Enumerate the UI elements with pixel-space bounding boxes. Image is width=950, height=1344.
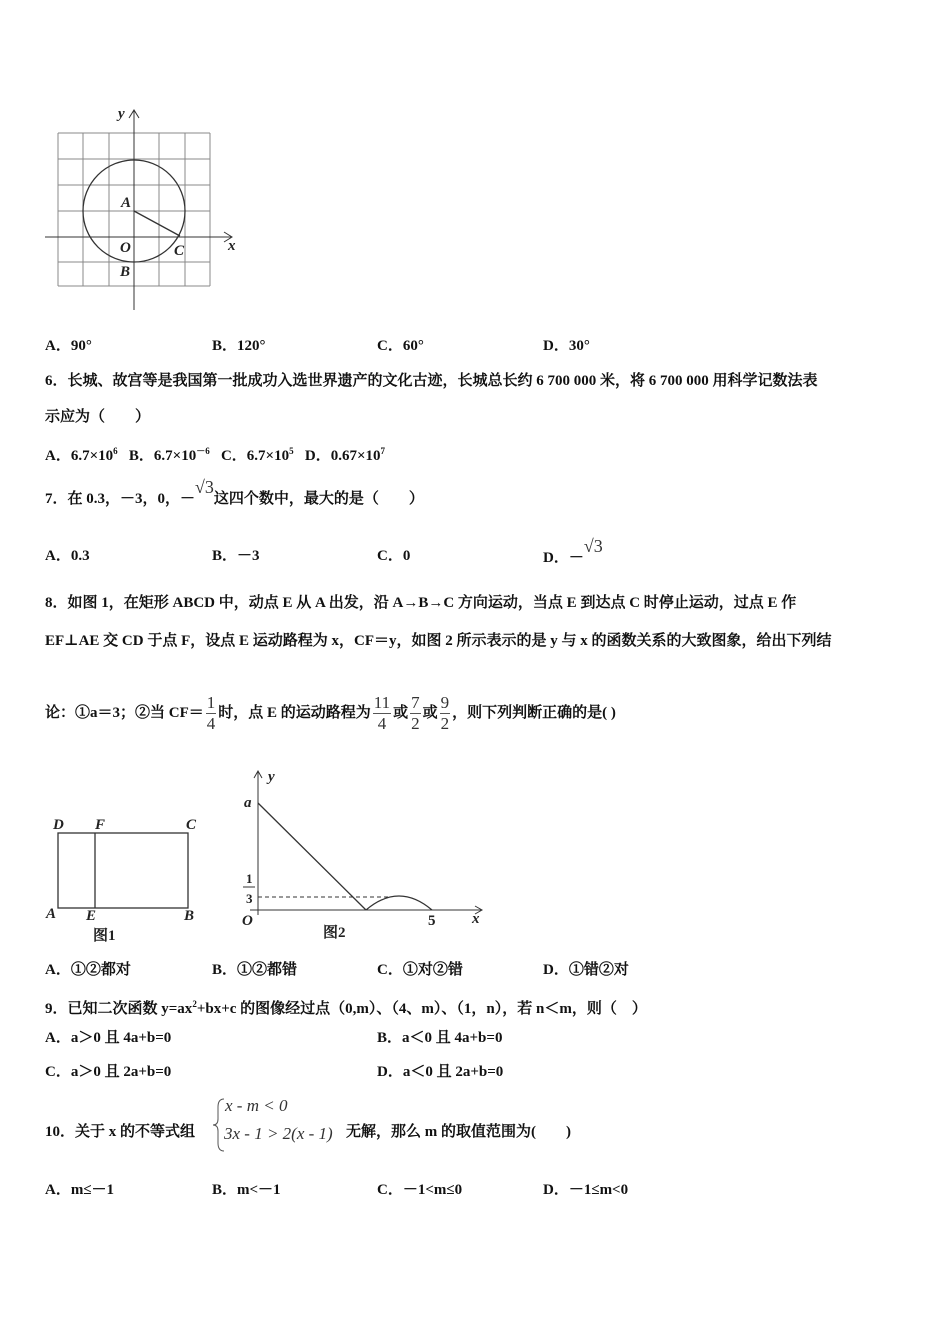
svg-text:B: B (184, 908, 195, 924)
fraction-11-4: $\frac{11}{4}$ (373, 693, 391, 734)
svg-text:5: 5 (428, 913, 436, 929)
fraction-7-2: $\frac{7}{2}$ (411, 693, 420, 734)
svg-text:O: O (120, 240, 131, 256)
svg-text:图2: 图2 (323, 925, 346, 941)
q6-option-d[interactable]: D．$0.67\times 10^7$ (304, 446, 385, 464)
figure-circle-grid (0, 0, 260, 320)
q5-option-b[interactable]: B．120° (212, 338, 266, 354)
fraction-1-4: $\frac{1}{4}$ (206, 693, 216, 734)
figure-2-graph (230, 765, 490, 945)
q8-stem-line2: EF⊥AE 交 CD 于点 F，设点 E 运动路程为 x，CF＝y，如图 2 所示表示的是 y 与 x 的函数关系的大致图象，给出下列结 (45, 633, 832, 649)
q6-options (45, 442, 385, 465)
q8-stem-line1: 8．如图 1，在矩形 ABCD 中，动点 E 从 A 出发，沿 A→B→C 方向运动，当点 E 到达点 C 时停止运动，过点 E 作 (45, 595, 797, 611)
q7-option-d[interactable]: D．－√3 (543, 536, 603, 566)
q9-option-b[interactable]: B．a＜0 且 4a+b=0 (377, 1030, 503, 1046)
svg-text:D: D (53, 817, 64, 833)
q6-option-c[interactable]: C．$6.7\times 10^5$ (220, 446, 294, 464)
q8-stem-line3: 论：①a＝3；②当 CF＝ $\frac{1}{4}$ 时，点 E 的运动路程为 $\frac{11}{4}$ 或 $\frac{7}{2}$ 或 $\frac{9}{2}$ ，则下列判断正确的是( ) (45, 693, 616, 734)
svg-text:图1: 图1 (93, 928, 116, 944)
q6-option-a[interactable]: A．$6.7\times 10^6$ (45, 446, 118, 464)
svg-text:y: y (118, 106, 125, 122)
figure-1-rectangle (40, 810, 220, 950)
q8-option-b[interactable]: B．①②都错 (212, 962, 298, 978)
q8-option-a[interactable]: A．①②都对 (45, 962, 131, 978)
radius-AC (134, 211, 180, 236)
q10-option-c[interactable]: C．－1<m≤0 (377, 1182, 463, 1198)
q5-option-d[interactable]: D．30° (543, 338, 590, 354)
q6-option-b[interactable]: B．$6.7\times 10^{-6}$ (128, 446, 210, 464)
svg-text:1: 1 (246, 871, 253, 886)
q10-option-d[interactable]: D．－1≤m<0 (543, 1182, 629, 1198)
inequality-2: 3x - 1 > 2(x - 1) (224, 1124, 333, 1143)
q6-stem-line2: 示应为（ ） (45, 409, 151, 425)
q8-option-c[interactable]: C．①对②错 (377, 962, 463, 978)
q7-stem: 7．在 0.3，－3，0，－√3这四个数中，最大的是（ ） (45, 477, 424, 507)
svg-text:a: a (244, 795, 252, 811)
q9-option-a[interactable]: A．a＞0 且 4a+b=0 (45, 1030, 172, 1046)
inequality-1: x - m < 0 (225, 1096, 288, 1115)
q6-stem-line1: 6．长城、故宫等是我国第一批成功入选世界遗产的文化古迹，长城总长约 6 700 000 米，将 6 700 000 用科学记数法表 (45, 373, 818, 389)
q10-stem-a: 10．关于 x 的不等式组 (45, 1124, 196, 1140)
q8-option-d[interactable]: D．①错②对 (543, 962, 629, 978)
q7-option-b[interactable]: B．－3 (212, 548, 260, 564)
q10-stem-b: 无解，那么 m 的取值范围为( ) (346, 1124, 571, 1140)
q9-option-d[interactable]: D．a＜0 且 2a+b=0 (377, 1064, 504, 1080)
svg-text:C: C (186, 817, 197, 833)
svg-text:F: F (95, 817, 106, 833)
svg-text:C: C (174, 243, 185, 259)
q7-option-c[interactable]: C．0 (377, 548, 411, 564)
q9-option-c[interactable]: C．a＞0 且 2a+b=0 (45, 1064, 172, 1080)
q7-option-a[interactable]: A．0.3 (45, 548, 90, 564)
svg-text:y: y (268, 769, 275, 785)
svg-text:B: B (120, 264, 131, 280)
svg-text:x: x (228, 238, 236, 254)
svg-text:A: A (46, 906, 57, 922)
q9-stem: 9．已知二次函数 $y=ax^2+bx+c$ 的图像经过点（0,m）、（4、m）、（1，n），若 n＜m，则（ ） (45, 999, 647, 1017)
q5-option-c[interactable]: C．60° (377, 338, 424, 354)
svg-text:O: O (242, 913, 253, 929)
q10-option-a[interactable]: A．m≤－1 (45, 1182, 115, 1198)
q10-option-b[interactable]: B．m<－1 (212, 1182, 281, 1198)
svg-text:x: x (472, 911, 480, 927)
svg-text:A: A (121, 195, 132, 211)
svg-text:E: E (86, 908, 97, 924)
q5-option-a[interactable]: A．90° (45, 338, 92, 354)
fraction-9-2: $\frac{9}{2}$ (440, 693, 450, 734)
svg-text:3: 3 (246, 891, 253, 906)
